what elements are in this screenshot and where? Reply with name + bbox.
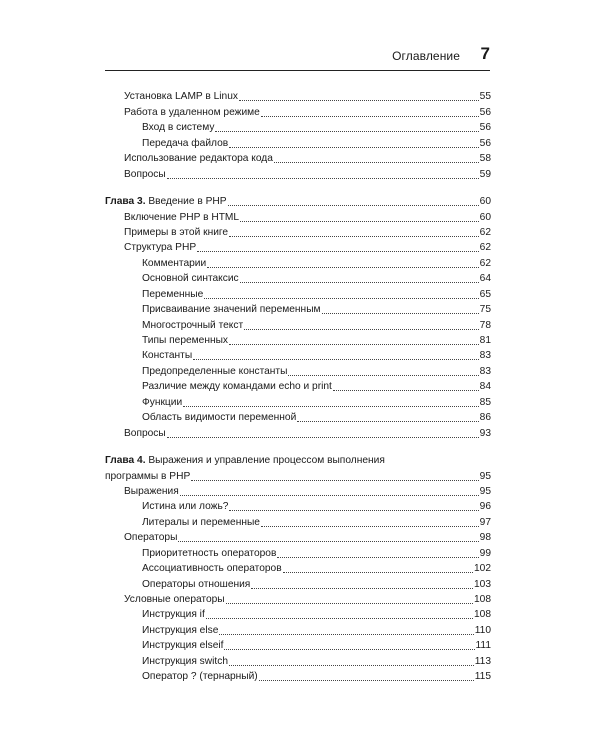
toc-entry-label: Включение PHP в HTML xyxy=(124,211,240,223)
toc-entry-switch[interactable] xyxy=(105,652,491,667)
toc-entry-page: 83 xyxy=(479,365,491,377)
leader-dots xyxy=(207,267,478,268)
toc-entry-label: Выражения xyxy=(124,485,179,497)
chapter-4-line-1 xyxy=(105,452,491,467)
toc-entry-code-editor[interactable] xyxy=(105,150,491,165)
toc-entry-multiline-text[interactable] xyxy=(105,316,491,331)
toc-entry-page: 75 xyxy=(479,304,491,316)
toc-entry-label: Типы переменных xyxy=(142,335,228,346)
toc-entry-label: Многострочный текст xyxy=(142,319,244,331)
leader-dots xyxy=(193,359,479,360)
leader-dots xyxy=(180,495,479,496)
leader-dots xyxy=(251,588,473,589)
leader-dots xyxy=(206,618,473,619)
toc-entry-basic-syntax[interactable] xyxy=(105,270,491,285)
toc-entry-page: 62 xyxy=(479,257,491,269)
toc-entry-examples[interactable] xyxy=(105,224,491,239)
toc-chapter-4[interactable] xyxy=(105,452,491,483)
toc-entry-expressions[interactable] xyxy=(105,483,491,498)
toc-entry-label xyxy=(105,196,227,208)
toc-entry-page: 56 xyxy=(479,122,491,134)
toc-entry-operators[interactable] xyxy=(105,529,491,544)
toc-entry-elseif[interactable] xyxy=(105,637,491,652)
toc-entry-page: 56 xyxy=(479,137,491,149)
toc-entry-label: Вход в систему xyxy=(142,122,215,134)
page-number: 7 xyxy=(480,44,490,63)
leader-dots xyxy=(224,649,474,650)
toc-entry-label: Литералы и переменные xyxy=(142,516,260,528)
toc-entry-label: Предопределенные константы xyxy=(142,365,288,377)
toc-entry-label: Константы xyxy=(142,350,193,362)
toc-entry-page: 99 xyxy=(479,547,491,559)
leader-dots xyxy=(204,298,478,299)
toc-entry-label: Истина или ложь? xyxy=(142,501,229,513)
toc-entry-label: Инструкция if xyxy=(142,609,205,621)
toc-entry-page: 59 xyxy=(479,168,491,180)
chapter-title-continued: программы в PHP xyxy=(105,470,191,482)
leader-dots xyxy=(167,178,479,179)
toc-entry-page: 85 xyxy=(479,396,491,408)
toc-entry-relational-operators[interactable] xyxy=(105,575,491,590)
toc-entry-variable-types[interactable] xyxy=(105,332,491,347)
leader-dots xyxy=(288,375,478,376)
toc-entry-if[interactable] xyxy=(105,606,491,621)
toc-entry-ternary[interactable] xyxy=(105,668,491,683)
toc-entry-label: Инструкция elseif xyxy=(142,640,224,652)
leader-dots xyxy=(261,116,479,117)
leader-dots xyxy=(226,603,473,604)
toc-entry-literals-and-variables[interactable] xyxy=(105,513,491,528)
toc-entry-page: 62 xyxy=(479,242,491,254)
toc-entry-page: 58 xyxy=(479,153,491,165)
leader-dots xyxy=(322,313,479,314)
toc-entry-label: Вопросы xyxy=(124,427,166,439)
toc-entry-questions-ch3[interactable] xyxy=(105,424,491,439)
leader-dots xyxy=(283,572,473,573)
toc-entry-page: 110 xyxy=(474,624,491,636)
leader-dots xyxy=(274,162,479,163)
toc-entry-page: 62 xyxy=(479,226,491,238)
leader-dots xyxy=(229,147,478,148)
toc-entry-page: 115 xyxy=(474,671,491,683)
toc-entry-page: 95 xyxy=(479,470,491,482)
toc-entry-label: Использование редактора кода xyxy=(124,153,273,165)
toc-entry-page: 84 xyxy=(479,381,491,393)
toc-entry-page: 111 xyxy=(475,640,491,652)
toc-entry-operator-precedence[interactable] xyxy=(105,544,491,559)
toc-entry-echo-vs-print[interactable] xyxy=(105,378,491,393)
leader-dots xyxy=(191,480,478,481)
leader-dots xyxy=(261,526,479,527)
toc-entry-label: Приоритетность операторов xyxy=(142,547,277,559)
leader-dots xyxy=(229,236,479,237)
toc-entry-label: Комментарии xyxy=(142,257,207,269)
leader-dots xyxy=(229,344,479,345)
toc-entry-page: 93 xyxy=(479,427,491,439)
toc-entry-label: Операторы отношения xyxy=(142,578,251,590)
toc-entry-page: 102 xyxy=(474,563,491,575)
toc-entry-file-transfer[interactable] xyxy=(105,134,491,149)
leader-dots xyxy=(219,634,473,635)
toc-entry-page: 78 xyxy=(479,319,491,331)
toc-entry-label: Работа в удаленном режиме xyxy=(124,106,260,118)
toc-entry-remote-work[interactable] xyxy=(105,103,491,118)
leader-dots xyxy=(240,282,479,283)
toc-entry-label: Вопросы xyxy=(124,168,166,180)
running-head-title: Оглавление xyxy=(392,49,460,63)
toc-entry-label xyxy=(105,455,385,467)
toc-entry-label: Оператор ? (тернарный) xyxy=(142,671,258,683)
chapter-title: Введение в PHP xyxy=(148,196,227,208)
toc-entry-label: Различие между командами echo и print xyxy=(142,381,332,393)
toc-entry-page: 113 xyxy=(474,655,491,667)
toc-entry-label: Основной синтаксис xyxy=(142,273,239,285)
toc-entry-label: Инструкция else xyxy=(142,624,219,636)
toc-entry-page: 60 xyxy=(479,196,491,208)
leader-dots xyxy=(277,557,478,558)
toc-entry-php-structure[interactable] xyxy=(105,239,491,254)
toc-entry-functions[interactable] xyxy=(105,393,491,408)
toc-entry-true-or-false[interactable] xyxy=(105,498,491,513)
toc-entry-lamp-linux[interactable] xyxy=(105,88,491,103)
toc-entry-label: Инструкция switch xyxy=(142,655,228,667)
toc-chapter-3[interactable] xyxy=(105,193,491,208)
toc-entry-page: 65 xyxy=(479,288,491,300)
toc-entry-label: Условные операторы xyxy=(124,594,225,605)
toc-entry-page: 64 xyxy=(479,273,491,285)
toc-entry-predefined-constants[interactable] xyxy=(105,362,491,377)
leader-dots xyxy=(215,131,478,132)
leader-dots xyxy=(297,421,478,422)
chapter-prefix: Глава 4. xyxy=(105,455,146,467)
toc-entry-page: 108 xyxy=(474,594,491,605)
toc-entry-page: 56 xyxy=(479,106,491,118)
toc-entry-page: 86 xyxy=(479,412,491,424)
toc-entry-page: 97 xyxy=(479,516,491,528)
toc-entry-label: Установка LAMP в Linux xyxy=(124,91,238,103)
toc-entry-page: 103 xyxy=(474,578,491,590)
leader-dots xyxy=(239,100,479,101)
toc-entry-label: Структура PHP xyxy=(124,242,197,254)
toc-entry-page: 95 xyxy=(479,485,491,497)
toc-entry-page: 83 xyxy=(479,350,491,362)
toc-entry-constants[interactable] xyxy=(105,347,491,362)
toc-entry-conditionals[interactable] xyxy=(105,591,491,606)
leader-dots xyxy=(333,390,479,391)
toc-entry-page: 60 xyxy=(479,211,491,223)
leader-dots xyxy=(228,205,479,206)
toc-entry-page: 55 xyxy=(479,91,491,103)
chapter-title: Выражения и управление процессом выполнения xyxy=(148,455,385,467)
toc-entry-page: 81 xyxy=(479,335,491,346)
toc-entry-label: Переменные xyxy=(142,288,204,300)
toc-entry-label: Область видимости переменной xyxy=(142,412,297,424)
toc-entry-label: Операторы xyxy=(124,532,178,544)
chapter-4-line-2 xyxy=(105,467,491,482)
toc-entry-assigning-values[interactable] xyxy=(105,301,491,316)
toc-entry-operator-associativity[interactable] xyxy=(105,560,491,575)
toc-entry-variable-scope[interactable] xyxy=(105,409,491,424)
leader-dots xyxy=(197,251,479,252)
chapter-prefix: Глава 3. xyxy=(105,196,146,208)
toc-entry-page: 108 xyxy=(474,609,491,621)
toc-entry-login[interactable] xyxy=(105,119,491,134)
leader-dots xyxy=(229,510,478,511)
toc-entry-label: Примеры в этой книге xyxy=(124,226,229,238)
toc-entry-php-in-html[interactable] xyxy=(105,208,491,223)
toc-entry-label: Функции xyxy=(142,396,183,408)
toc-entry-label: Ассоциативность операторов xyxy=(142,563,282,575)
leader-dots xyxy=(229,665,474,666)
toc-entry-variables[interactable] xyxy=(105,285,491,300)
toc-entry-page: 98 xyxy=(479,532,491,544)
table-of-contents xyxy=(105,88,491,683)
leader-dots xyxy=(244,329,479,330)
toc-entry-comments[interactable] xyxy=(105,254,491,269)
leader-dots xyxy=(178,541,478,542)
toc-entry-page: 96 xyxy=(479,501,491,513)
leader-dots xyxy=(167,437,479,438)
leader-dots xyxy=(240,221,479,222)
page-header xyxy=(105,46,490,71)
leader-dots xyxy=(259,680,474,681)
toc-entry-questions[interactable] xyxy=(105,165,491,180)
leader-dots xyxy=(183,406,479,407)
toc-entry-else[interactable] xyxy=(105,621,491,636)
toc-entry-label: Передача файлов xyxy=(142,137,229,149)
toc-entry-label: Присваивание значений переменным xyxy=(142,304,321,316)
